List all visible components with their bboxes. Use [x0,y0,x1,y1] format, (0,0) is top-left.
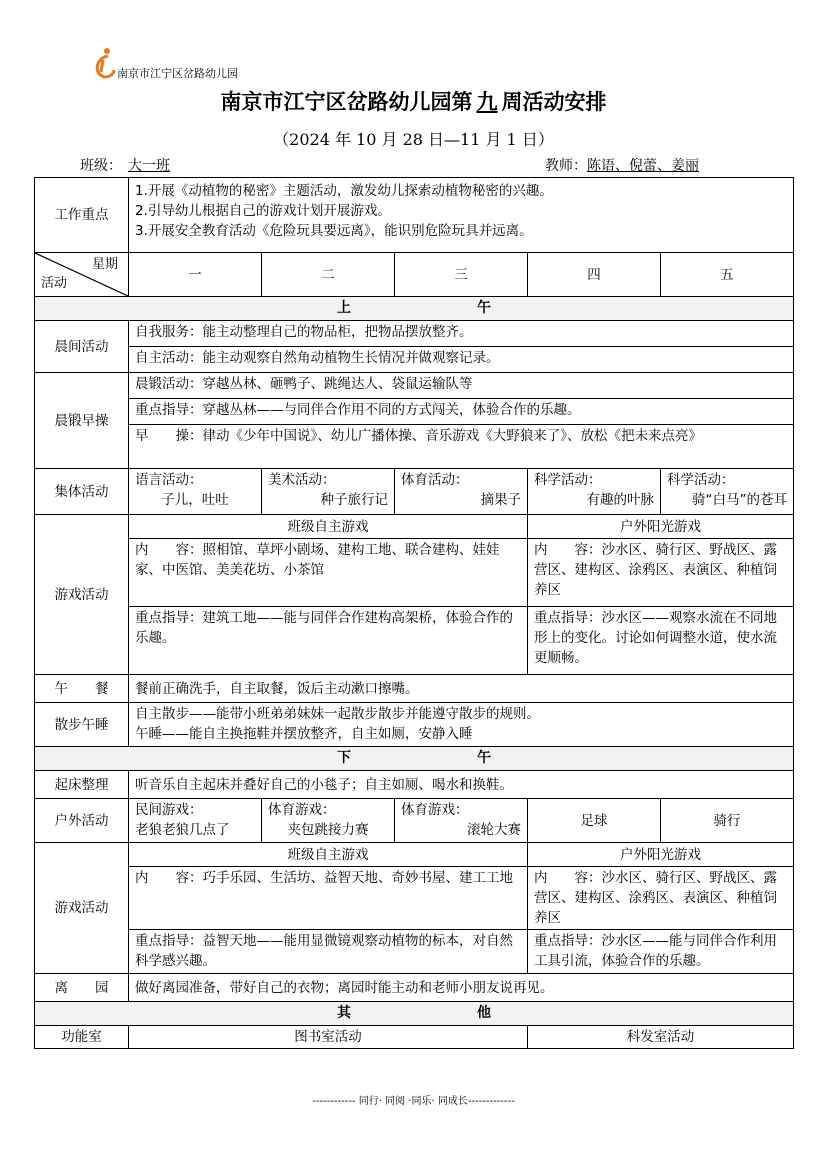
activity-type: 科学活动： [667,472,735,488]
morning-game-right-focus: 重点指导：沙水区——观察水流在不同地形上的变化。讨论如何调整水道，使水流更顺畅。 [528,607,794,675]
outdoor-mon [129,799,262,843]
logo-mark-icon [92,46,116,80]
day-tue: 二 [262,253,395,297]
outdoor-fri: 骑行 [661,799,794,843]
lunch-text: 餐前正确洗手，自主取餐，饭后主动漱口擦嘴。 [129,675,794,703]
weekday-header-row [35,253,794,297]
morning-exercise-label: 晨锻早操 [35,373,129,469]
morning-game-left-title: 班级自主游戏 [129,515,528,539]
day-fri: 五 [661,253,794,297]
week-number: 九 [476,90,498,114]
day-mon: 一 [129,253,262,297]
activity-name: 滚轮大赛 [467,822,521,838]
diagonal-header-cell [35,253,129,297]
walk-nap-row [35,703,794,747]
morning-exercise-row [35,425,794,469]
lunch-row [35,675,794,703]
other-section-title: 其 他 [35,1002,794,1026]
group-activity-mon [129,469,262,515]
title-prefix: 南京市江宁区岔路幼儿园第 [220,90,473,114]
group-activity-thu [528,469,661,515]
morning-exercise-row-1: 晨锻活动：穿越丛林、砸鸭子、跳绳达人、袋鼠运输队等 [129,373,794,399]
walk-nap-line: 自主散步——能带小班弟弟妹妹一起散步散步并能遵守散步的规则。 [135,706,540,722]
page-title [0,86,827,116]
function-room-left: 图书室活动 [129,1026,528,1049]
afternoon-game-left-content: 内 容：巧手乐园、生活坊、益智天地、奇妙书屋、建工工地 [129,867,528,930]
class-info [80,155,200,175]
page-footer: ------------ 同行· 同阅 ·同乐· 同成长------------- [312,1096,515,1107]
date-range: （2024 年 10 月 28 日—11 月 1 日） [273,130,554,149]
lunch-label: 午 餐 [35,675,129,703]
activity-type: 体育活动： [401,472,469,488]
activity-name: 老狼老狼几点了 [135,822,230,838]
morning-game-right-content: 内 容：沙水区、骑行区、野战区、露营区、建构区、涂鸦区、表演区、种植饲养区 [528,539,794,607]
group-activity-tue [262,469,395,515]
day-thu: 四 [528,253,661,297]
group-activity-fri [661,469,794,515]
function-room-label: 功能室 [35,1026,129,1049]
teacher-value: 陈语、倪蕾、姜丽 [587,158,699,174]
morning-game-left-content: 内 容：照相馆、草坪小剧场、建构工地、联合建构、娃娃家、中医馆、美美花坊、小茶馆 [129,539,528,607]
work-focus-label: 工作重点 [35,178,129,253]
morning-game-right-title: 户外阳光游戏 [528,515,794,539]
morning-section-title: 上 午 [35,297,794,321]
other-section-row [35,1002,794,1026]
afternoon-game-title-row [35,843,794,867]
activity-name: 有趣的叶脉 [586,492,654,508]
afternoon-game-right-title: 户外阳光游戏 [528,843,794,867]
logo-text: 南京市江宁区岔路幼儿园 [117,67,238,80]
afternoon-section-row [35,747,794,771]
outdoor-row [35,799,794,843]
class-value: 大一班 [128,158,170,174]
morning-exercise-row-3: 早 操：律动《少年中国说》、幼儿广播体操、音乐游戏《大野狼来了》、放松《把未来点亮》 [129,425,794,469]
afternoon-game-focus-row [35,930,794,974]
work-focus-item: 2.引导幼儿根据自己的游戏计划开展游戏。 [135,203,391,219]
wakeup-text: 听音乐自主起床并叠好自己的小毯子；自主如厕、喝水和换鞋。 [129,771,794,799]
afternoon-game-right-content: 内 容：沙水区、骑行区、野战区、露营区、建构区、涂鸦区、表演区、种植饲养区 [528,867,794,930]
group-activity-row [35,469,794,515]
activity-name: 夹包跳接力赛 [287,822,369,838]
afternoon-game-label: 游戏活动 [35,843,129,974]
morning-section-row [35,297,794,321]
activity-name: 摘果子 [480,492,521,508]
afternoon-game-right-focus: 重点指导：沙水区——能与同伴合作利用工具引流，体验合作的乐趣。 [528,930,794,974]
work-focus-item: 3.开展安全教育活动《危险玩具要远离》，能识别危险玩具并远离。 [135,223,533,239]
teacher-label: 教师： [545,158,587,174]
walk-nap-content [129,703,794,747]
work-focus-row [35,178,794,253]
morning-game-title-row [35,515,794,539]
leave-label: 离 园 [35,974,129,1002]
group-activity-wed [395,469,528,515]
morning-activity-label: 晨间活动 [35,321,129,373]
work-focus-content [129,178,794,253]
afternoon-section-title: 下 午 [35,747,794,771]
activity-type: 体育游戏： [401,802,469,818]
leave-text: 做好离园准备，带好自己的衣物；离园时能主动和老师小朋友说再见。 [129,974,794,1002]
morning-exercise-row [35,399,794,425]
activity-name: 子儿，吐吐 [161,492,229,508]
wakeup-row [35,771,794,799]
morning-game-left-focus: 重点指导：建筑工地——能与同伴合作建构高架桥，体验合作的乐趣。 [129,607,528,675]
diag-activity-label: 活动 [41,276,68,291]
morning-game-focus-row [35,607,794,675]
wakeup-label: 起床整理 [35,771,129,799]
morning-exercise-row-2: 重点指导：穿越丛林——与同伴合作用不同的方式闯关，体验合作的乐趣。 [129,399,794,425]
outdoor-wed [395,799,528,843]
kindergarten-logo [92,46,292,80]
function-room-row [35,1026,794,1049]
activity-type: 体育游戏： [268,802,336,818]
afternoon-game-left-title: 班级自主游戏 [129,843,528,867]
afternoon-game-content-row [35,867,794,930]
outdoor-label: 户外活动 [35,799,129,843]
weekly-schedule-table [34,177,794,1049]
morning-activity-row-2: 自主活动：能主动观察自然角动植物生长情况并做观察记录。 [129,347,794,373]
afternoon-game-left-focus: 重点指导：益智天地——能用显微镜观察动植物的标本，对自然科学感兴趣。 [129,930,528,974]
teacher-info [545,155,717,175]
title-suffix: 周活动安排 [501,90,607,114]
activity-name: 骑“白马”的苍耳 [692,492,788,508]
walk-nap-line: 午睡——能自主换拖鞋并摆放整齐，自主如厕，安静入睡 [135,726,473,742]
morning-activity-row-1: 自我服务：能主动整理自己的物品柜，把物品摆放整齐。 [129,321,794,347]
activity-type: 科学活动： [534,472,602,488]
walk-nap-label: 散步午睡 [35,703,129,747]
morning-game-label: 游戏活动 [35,515,129,675]
morning-activity-row [35,321,794,347]
day-wed: 三 [395,253,528,297]
morning-activity-row [35,347,794,373]
outdoor-thu: 足球 [528,799,661,843]
activity-type: 语言活动： [135,472,203,488]
activity-name: 种子旅行记 [320,492,388,508]
work-focus-item: 1.开展《动植物的秘密》主题活动，激发幼儿探索动植物秘密的兴趣。 [135,183,553,199]
outdoor-tue [262,799,395,843]
activity-type: 民间游戏： [135,802,203,818]
activity-type: 美术活动： [268,472,336,488]
group-activity-label: 集体活动 [35,469,129,515]
leave-row [35,974,794,1002]
function-room-right: 科发室活动 [528,1026,794,1049]
diag-weekday-label: 星期 [91,257,118,272]
morning-game-content-row [35,539,794,607]
morning-exercise-row [35,373,794,399]
class-label: 班级： [80,158,122,174]
